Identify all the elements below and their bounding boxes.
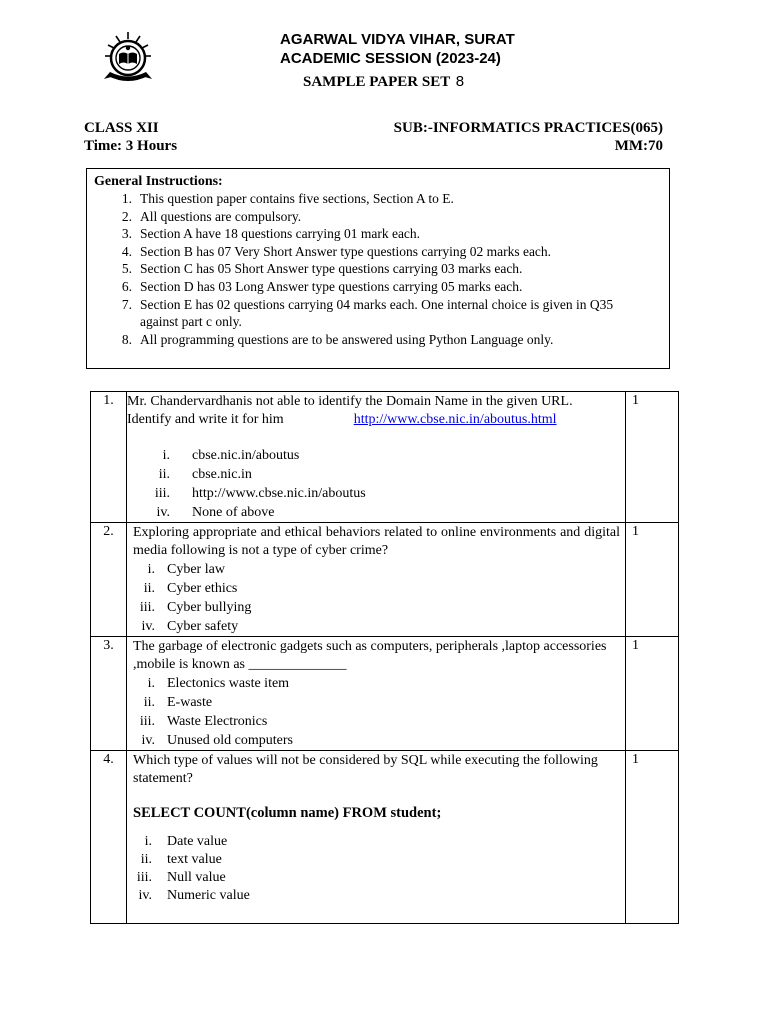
paper-set-title <box>303 72 464 92</box>
option-item <box>133 869 620 887</box>
instruction-text: Section A have 18 questions carrying 01 mark each. <box>140 226 421 242</box>
question-number: 3. <box>91 637 127 751</box>
option-text: Cyber ethics <box>167 581 238 596</box>
question-text: Mr. Chandervardhanis not able to identify the Domain Name in the given URL. <box>127 394 573 409</box>
option-numeral: iv. <box>138 888 152 903</box>
option-item <box>133 887 620 905</box>
option-item <box>133 465 620 484</box>
question-body <box>127 637 626 751</box>
options-list <box>133 833 620 905</box>
option-numeral: iii. <box>139 714 155 729</box>
option-text: Null value <box>167 870 226 885</box>
question-number: 4. <box>91 751 127 924</box>
instructions-title: General Instructions: <box>94 174 223 189</box>
school-name: AGARWAL VIDYA VIHAR, SURAT <box>280 31 515 48</box>
option-item <box>133 560 620 579</box>
instruction-text: All questions are compulsory. <box>140 208 302 224</box>
paper-set-label: SAMPLE PAPER SET <box>303 74 450 90</box>
option-numeral: iii. <box>139 600 155 615</box>
class-label: CLASS XII <box>84 120 159 136</box>
question-text: Which type of values will not be considered by SQL while executing the following statement? <box>133 753 598 786</box>
option-text: cbse.nic.in <box>192 467 252 482</box>
option-item <box>133 674 620 693</box>
option-item <box>133 617 620 636</box>
instruction-number: 5. <box>121 261 132 277</box>
option-text: Cyber bullying <box>167 600 252 615</box>
instruction-text: Section C has 05 Short Answer type questions carrying 03 marks each. <box>140 261 523 277</box>
time-label: Time: 3 Hours <box>84 138 178 154</box>
option-item <box>133 484 620 503</box>
question-body <box>127 392 626 523</box>
url-link[interactable]: http://www.cbse.nic.in/aboutus.html <box>353 412 557 427</box>
academic-session: ACADEMIC SESSION (2023-24) <box>280 50 501 67</box>
option-numeral: iv. <box>141 733 155 748</box>
question-text: Exploring appropriate and ethical behaviors related to online environments and digital media following is not a type of cyber crime? <box>133 525 620 558</box>
question-number: 2. <box>91 523 127 637</box>
question-marks: 1 <box>626 392 679 523</box>
option-item <box>133 446 620 465</box>
questions-table <box>90 391 679 924</box>
option-item <box>133 731 620 750</box>
option-numeral: ii. <box>143 581 155 596</box>
school-crest-icon <box>102 30 154 88</box>
instruction-text: Section D has 03 Long Answer type questions carrying 05 marks each. <box>140 278 523 294</box>
option-item <box>133 693 620 712</box>
subject-label: SUB:-INFORMATICS PRACTICES(065) <box>393 120 663 136</box>
max-marks-label: MM:70 <box>614 138 663 154</box>
option-text: Cyber safety <box>167 619 239 634</box>
instruction-number: 4. <box>121 243 132 259</box>
instruction-number: 8. <box>121 331 132 347</box>
instruction-item <box>94 190 662 208</box>
option-numeral: ii. <box>140 852 152 867</box>
question-row <box>91 751 679 924</box>
option-text: cbse.nic.in/aboutus <box>192 448 300 463</box>
option-numeral: i. <box>162 448 170 463</box>
question-text-line <box>127 411 620 429</box>
option-item <box>133 851 620 869</box>
option-text: Electonics waste item <box>167 676 290 691</box>
instruction-item <box>94 243 662 261</box>
option-text: E-waste <box>167 695 213 710</box>
option-numeral: ii. <box>143 695 155 710</box>
option-numeral: iii. <box>136 870 152 885</box>
paper-set-number: 8 <box>455 73 465 90</box>
instruction-number: 3. <box>121 226 132 242</box>
option-text: text value <box>167 852 222 867</box>
option-text: Cyber law <box>167 562 225 577</box>
school-logo <box>102 30 154 88</box>
option-text: Numeric value <box>167 888 250 903</box>
question-text-continued: Identify and write it for him <box>127 412 284 427</box>
option-item <box>133 503 620 522</box>
option-item <box>133 579 620 598</box>
instruction-item <box>94 296 662 331</box>
option-numeral: ii. <box>158 467 170 482</box>
question-body <box>127 523 626 637</box>
option-text: Unused old computers <box>167 733 293 748</box>
question-marks: 1 <box>626 637 679 751</box>
option-numeral: iii. <box>154 486 170 501</box>
question-text: The garbage of electronic gadgets such as computers, peripherals ,laptop accessories ,mobile is known as ______________ <box>133 639 607 672</box>
question-body <box>127 751 626 924</box>
instruction-item <box>94 260 662 278</box>
option-text: Waste Electronics <box>167 714 268 729</box>
question-marks: 1 <box>626 523 679 637</box>
sql-statement: SELECT COUNT(column name) FROM student; <box>133 805 442 821</box>
options-list <box>133 560 620 636</box>
option-text: http://www.cbse.nic.in/aboutus <box>192 486 366 501</box>
instruction-number: 2. <box>121 208 132 224</box>
instruction-number: 1. <box>121 191 132 206</box>
instruction-text: Section E has 02 questions carrying 04 marks each. One internal choice is given in Q35 against part c only. <box>140 296 614 330</box>
instruction-text: This question paper contains five sections, Section A to E. <box>140 191 454 206</box>
options-list <box>133 674 620 750</box>
instruction-item <box>94 225 662 243</box>
question-row <box>91 637 679 751</box>
option-numeral: i. <box>147 676 155 691</box>
instruction-item <box>94 208 662 226</box>
option-text: Date value <box>167 834 228 849</box>
question-number: 1. <box>91 392 127 523</box>
instruction-number: 7. <box>121 296 132 312</box>
instruction-item <box>94 278 662 296</box>
instructions-list <box>94 190 662 348</box>
question-row <box>91 392 679 523</box>
option-numeral: i. <box>147 562 155 577</box>
options-list <box>133 446 620 522</box>
option-item <box>133 833 620 851</box>
instruction-text: Section B has 07 Very Short Answer type questions carrying 02 marks each. <box>140 243 552 259</box>
instruction-number: 6. <box>121 278 132 294</box>
option-numeral: i. <box>144 834 152 849</box>
instruction-text: All programming questions are to be answered using Python Language only. <box>140 331 554 347</box>
question-marks: 1 <box>626 751 679 924</box>
question-row <box>91 523 679 637</box>
option-item <box>133 712 620 731</box>
option-item <box>133 598 620 617</box>
option-numeral: iv. <box>156 505 170 520</box>
general-instructions-box <box>86 168 670 369</box>
option-text: None of above <box>192 505 275 520</box>
option-numeral: iv. <box>141 619 155 634</box>
instruction-item <box>94 331 662 349</box>
